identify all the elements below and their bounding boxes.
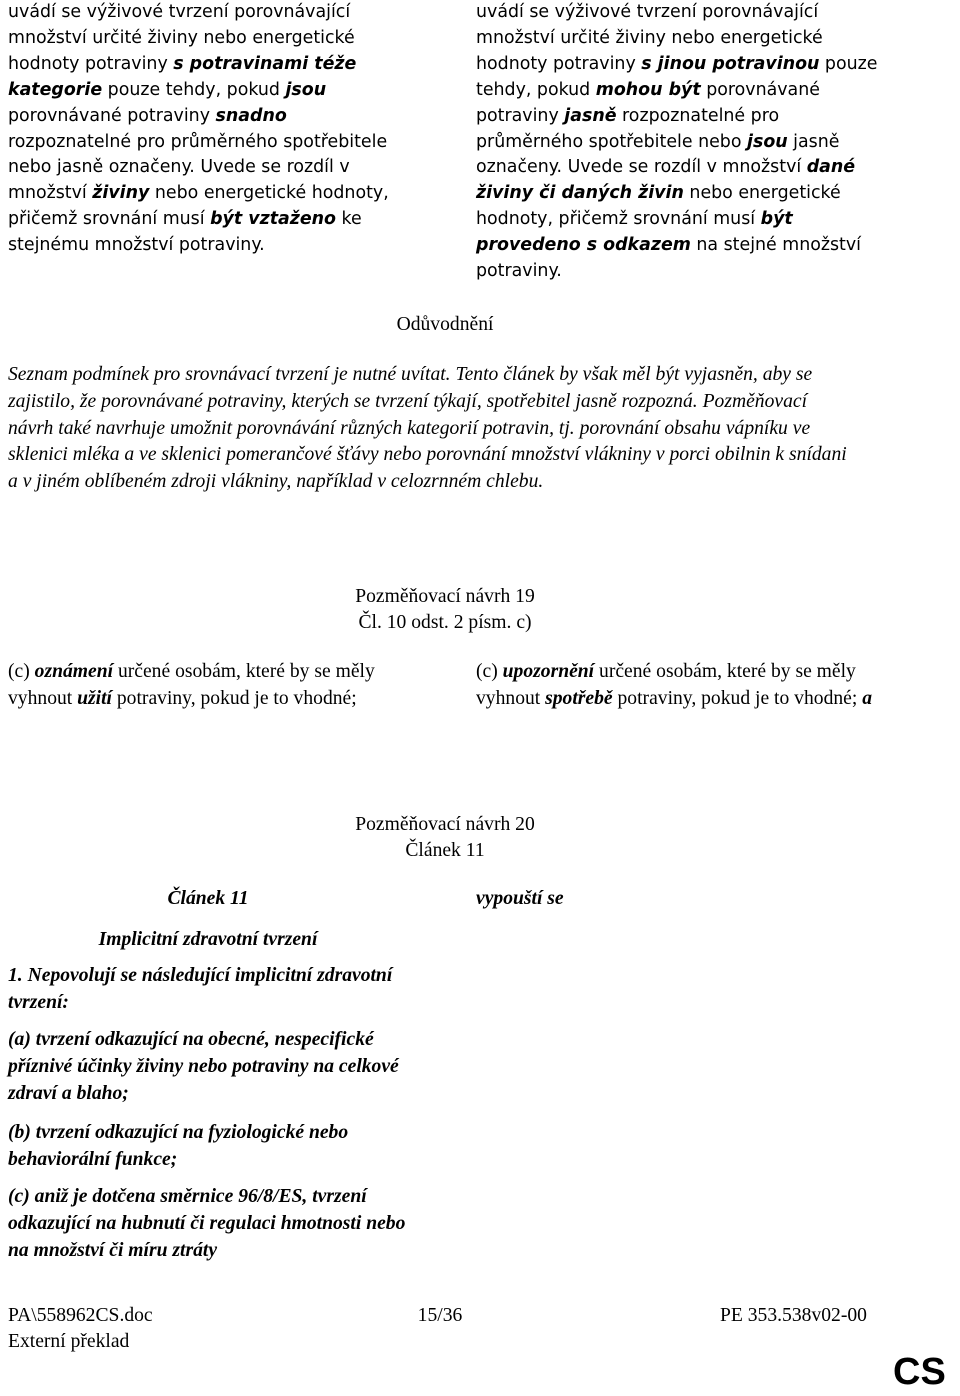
emphasized-text: s jinou potravinou — [641, 53, 820, 74]
amendment-19-reference: Čl. 10 odst. 2 písm. c) — [358, 612, 532, 633]
text-run: určené osobám, které by se měly vyhnout — [476, 661, 856, 709]
justification-text: Seznam podmínek pro srovnávací tvrzení je nutné uvítat. Tento článek by však měl být vyjasněn, aby se zajistilo, že porovnávané potraviny, kterých se tvrzení týkají, spotřebitel jasně rozpozná. Pozměňovací návrh také navrhuje umožnit porovnávání různých kategorií potravin, tj. porovnání obsahu vápníku ve sklenici mléka a ve sklenici pomerančové šťávy nebo porovnání množství vlákniny v porci obilnin k snídani a v jiném oblíbeném zdroji vlákniny, například v celozrnném chlebu. — [8, 364, 847, 493]
footer-translation-note: Externí překlad — [8, 1331, 130, 1352]
emphasized-text: jsou — [285, 79, 327, 100]
deleted-marker: vypouští se — [476, 888, 564, 909]
left-column-text — [8, 0, 408, 259]
emphasized-text: užití — [77, 687, 112, 709]
text-run: určené osobám, které by se měly vyhnout — [8, 661, 375, 709]
emphasized-text: upozornění — [502, 661, 595, 682]
amendment-19-left-text — [8, 659, 408, 713]
text-run: pouze tehdy, pokud — [476, 53, 878, 100]
text-run: rozpoznatelné pro průměrného spotřebitele nebo jasně označeny. Uvede se rozdíl v množství — [8, 131, 388, 204]
amendment-19-right-text — [476, 659, 886, 713]
text-run: porovnávané potraviny — [476, 79, 820, 126]
text-run: na stejné množství potraviny. — [476, 235, 862, 282]
emphasized-text: a — [862, 687, 873, 709]
text-run: potraviny, pokud je to vhodné; — [111, 687, 357, 709]
emphasized-text: být vztaženo — [210, 209, 336, 230]
left-article-subtitle: Implicitní zdravotní tvrzení — [98, 929, 318, 950]
text-run: pouze tehdy, pokud — [102, 79, 286, 100]
emphasized-text: mohou být — [595, 79, 701, 100]
emphasized-text: být provedeno s odkazem — [476, 209, 793, 256]
text-run: jasně označeny. Uvede se rozdíl v množství — [476, 131, 840, 178]
emphasized-text: jasně — [564, 105, 617, 126]
text-run: uvádí se výživové tvrzení porovnávající množství určité živiny nebo energetické hodnoty potraviny — [476, 2, 823, 74]
text-run: uvádí se výživové tvrzení porovnávající množství určité živiny nebo energetické hodnoty potraviny — [8, 2, 355, 74]
text-run: nebo energetické hodnoty, přičemž srovnání musí — [8, 183, 389, 230]
left-item-a: (a) tvrzení odkazující na obecné, nespecifické příznivé účinky živiny nebo potraviny na celkové zdraví a blaho; — [8, 1029, 399, 1104]
text-run: (c) — [476, 661, 503, 682]
text-run: (c) — [8, 661, 35, 682]
footer-doc-name: PA\558962CS.doc — [8, 1305, 153, 1326]
left-article-heading: Článek 11 — [167, 888, 249, 909]
emphasized-text: oznámení — [34, 661, 114, 682]
amendment-19-title: Pozměňovací návrh 19 — [355, 586, 535, 607]
text-run: porovnávané potraviny — [8, 105, 216, 126]
left-item-c: (c) aniž je dotčena směrnice 96/8/ES, tvrzení odkazující na hubnutí či regulaci hmotnosti nebo na množství či míru ztráty — [8, 1186, 406, 1261]
text-run: potraviny, pokud je to vhodné; — [612, 687, 863, 709]
text-run: nebo energetické hodnoty, přičemž srovnání musí — [476, 183, 841, 230]
left-item-b: (b) tvrzení odkazující na fyziologické nebo behaviorální funkce; — [8, 1122, 349, 1170]
footer-page-number: 15/36 — [417, 1305, 463, 1326]
text-run: ke stejnému množství potraviny. — [8, 209, 362, 256]
emphasized-text: s potravinami téže kategorie — [8, 53, 357, 100]
footer-reference: PE 353.538v02-00 — [720, 1305, 867, 1326]
footer-language-code: CS — [893, 1351, 946, 1393]
justification-heading: Odůvodnění — [396, 314, 494, 335]
left-item-1: 1. Nepovolují se následující implicitní zdravotní tvrzení: — [8, 965, 393, 1013]
emphasized-text: živiny — [92, 183, 150, 204]
right-column-text — [476, 0, 886, 285]
emphasized-text: dané živiny či daných živin — [476, 157, 856, 204]
emphasized-text: jsou — [747, 131, 788, 152]
emphasized-text: snadno — [215, 105, 287, 126]
amendment-20-reference: Článek 11 — [405, 840, 485, 861]
emphasized-text: spotřebě — [545, 687, 613, 709]
text-run: rozpoznatelné pro průměrného spotřebitele nebo — [476, 105, 780, 152]
amendment-20-title: Pozměňovací návrh 20 — [355, 814, 535, 835]
